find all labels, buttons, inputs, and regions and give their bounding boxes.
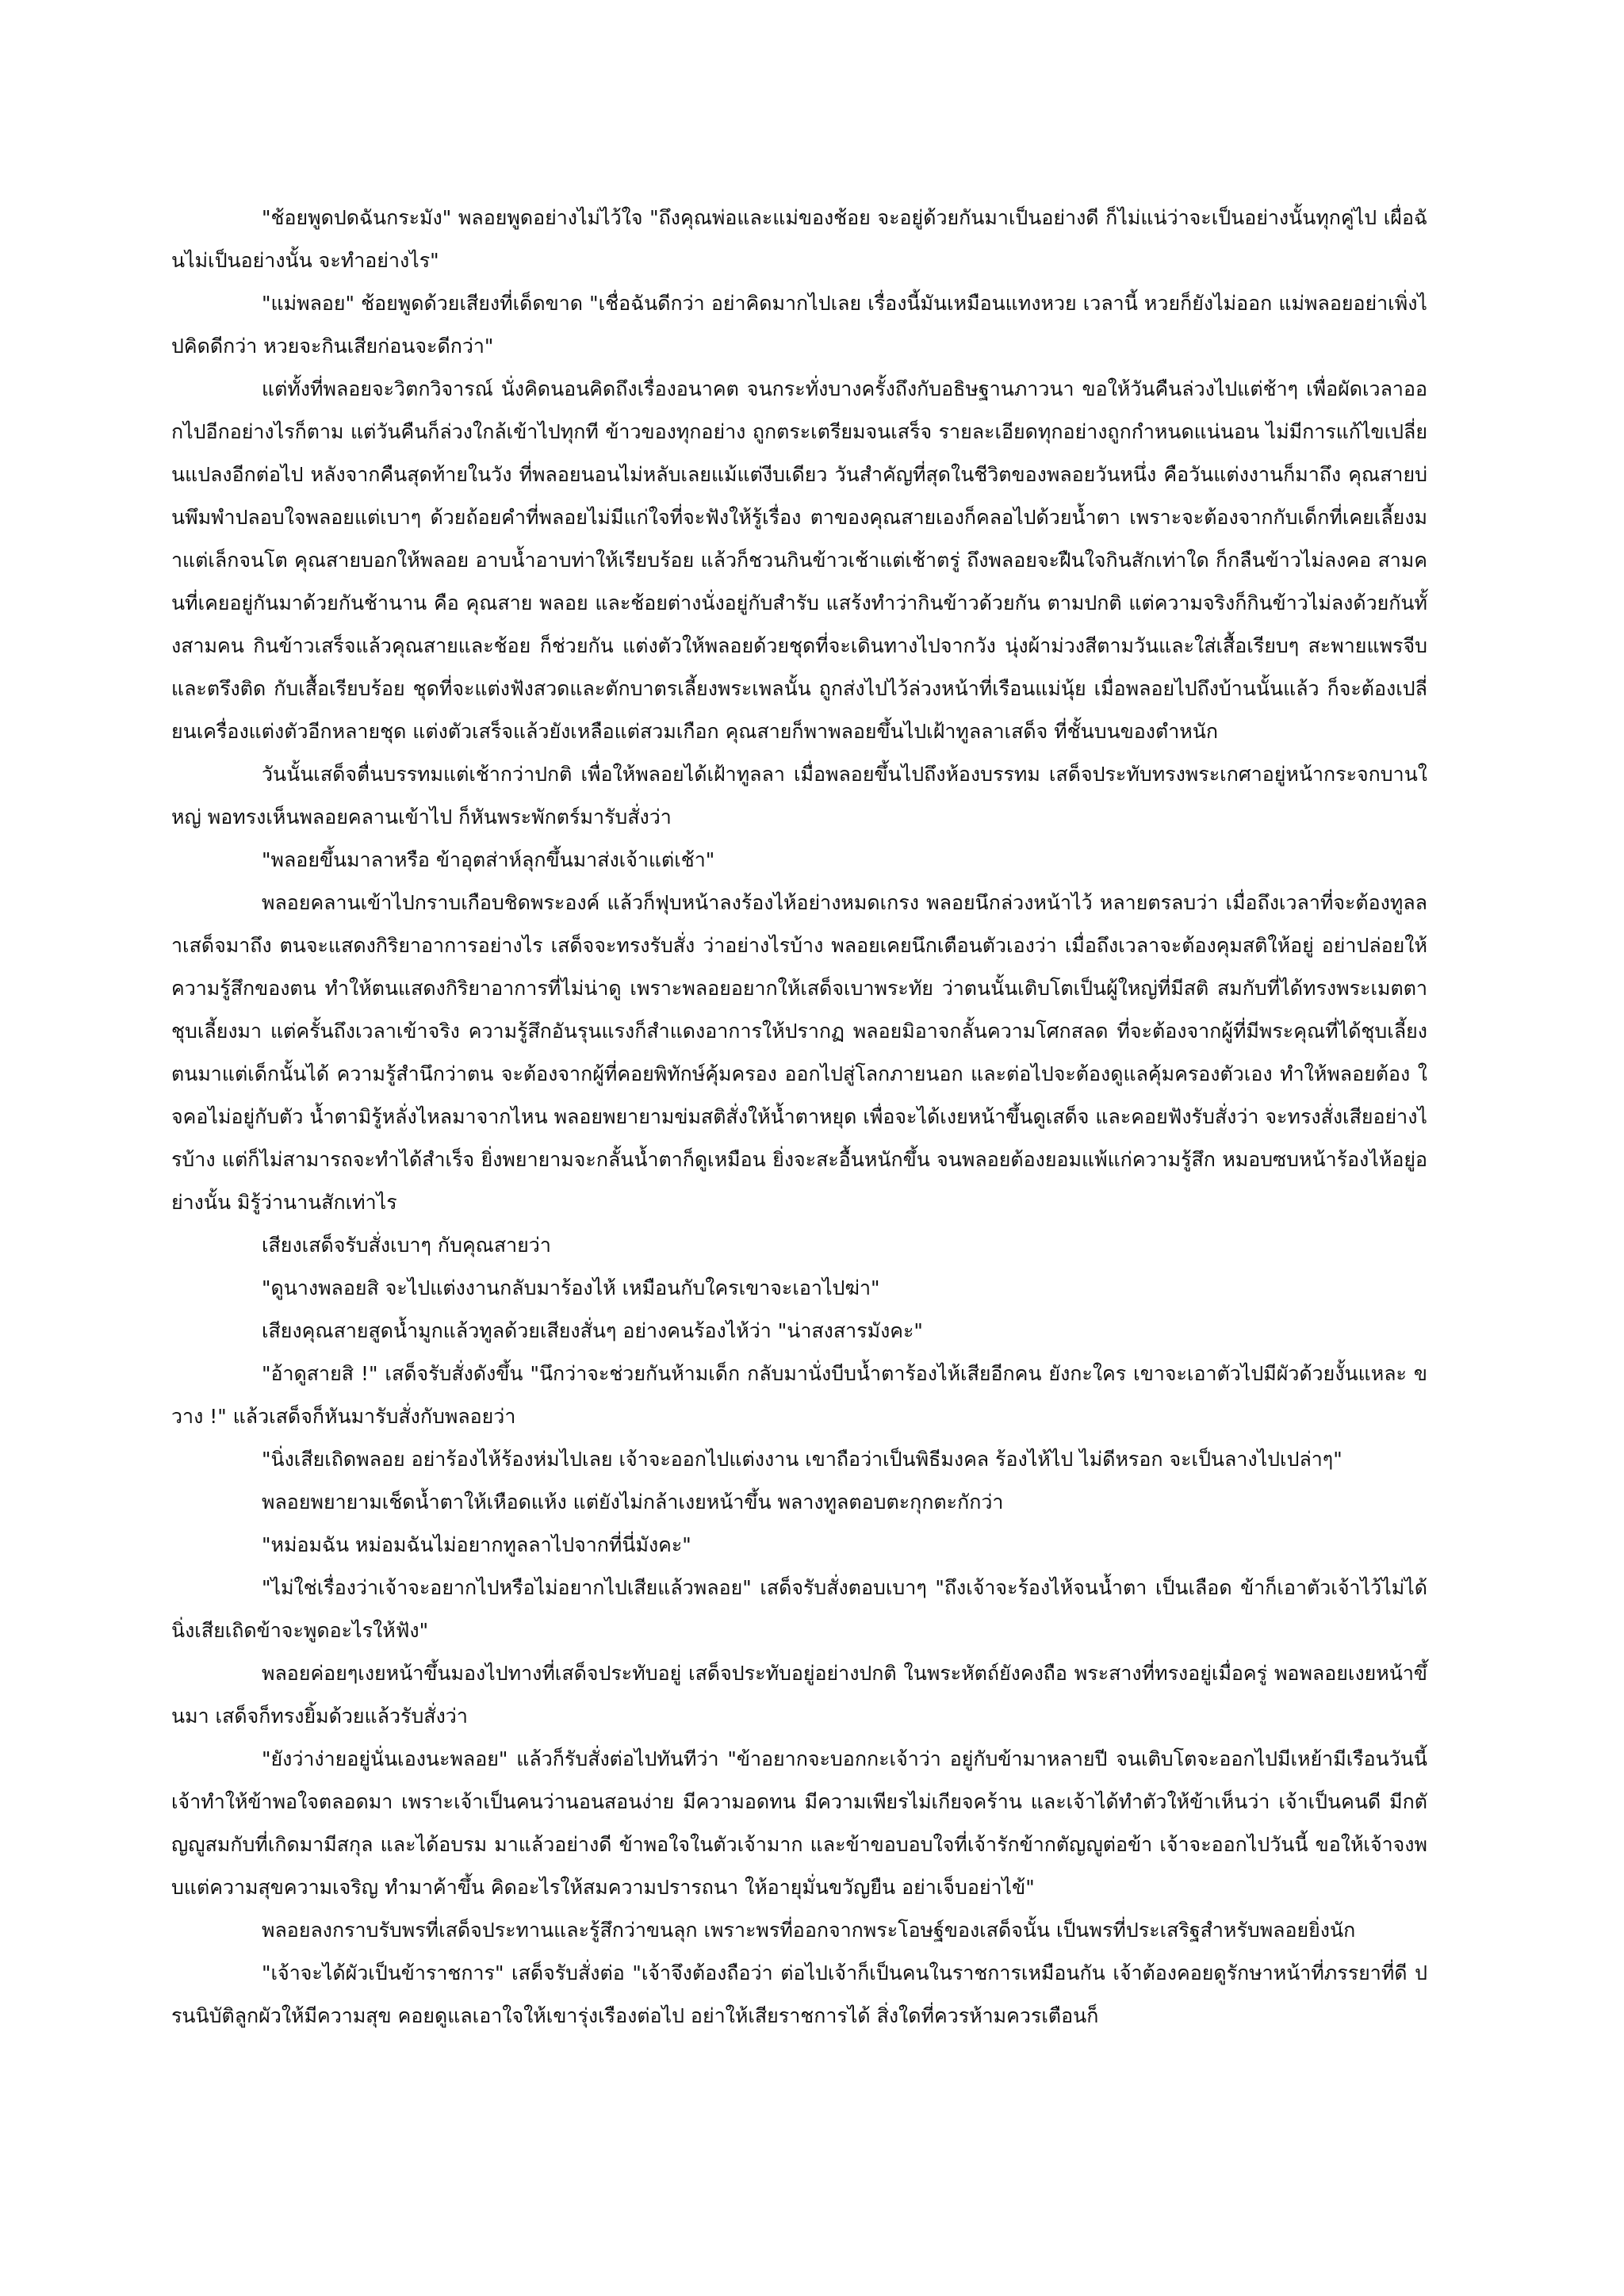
paragraph: "หม่อมฉัน หม่อมฉันไม่อยากทูลลาไปจากที่นี่มังคะ" [262, 1533, 691, 1556]
paragraph: "เจ้าจะได้ผัวเป็นข้าราชการ" เสด็จรับสั่งต่อ "เจ้าจึงต้องถือว่า ต่อไปเจ้าก็เป็นคนในราชการเหมือนกัน เจ้าต้องคอยดูรักษาหน้าที่ภรรยาที่ดี ปรนนิบัติลูกผัวให้มีความสุข คอยดูแลเอาใจให้เขารุ่งเรืองต่อไป อย่าให้เสียราชการได้ สิ่งใดที่ควรห้ามควรเตือนก็ [171, 1961, 1427, 2027]
paragraph: "ยังว่าง่ายอยู่นั่นเองนะพลอย" แล้วก็รับสั่งต่อไปทันทีว่า "ข้าอยากจะบอกกะเจ้าว่า อยู่กับข้ามาหลายปี จนเติบโตจะออกไปมีเหย้ามีเรือนวันนี้ เจ้าทำให้ข้าพอใจตลอดมา เพราะเจ้าเป็นคนว่านอนสอนง่าย มีความอดทน มีความเพียรไม่เกียจคร้าน และเจ้าได้ทำตัวให้ข้าเห็นว่า เจ้าเป็นคนดี มีกตัญญูสมกับที่เกิดมามีสกุล และได้อบรม มาแล้วอย่างดี ข้าพอใจในตัวเจ้ามาก และข้าขอบอบใจที่เจ้ารักข้ากตัญญูต่อข้า เจ้าจะออกไปวันนี้ ขอให้เจ้าจงพบแต่ความสุขความเจริญ ทำมาค้าขึ้น คิดอะไรให้สมความปรารถนา ให้อายุมั่นขวัญยืน อย่าเจ็บอย่าไข้" [171, 1747, 1427, 1899]
paragraph: พลอยพยายามเช็ดน้ำตาให้เหือดแห้ง แต่ยังไม่กล้าเงยหน้าขึ้น พลางทูลตอบตะกุกตะกักว่า [262, 1490, 1004, 1513]
paragraph: "แม่พลอย" ช้อยพูดด้วยเสียงที่เด็ดขาด "เชื่อฉันดีกว่า อย่าคิดมากไปเลย เรื่องนี้มันเหมือนแทงหวย เวลานี้ หวยก็ยังไม่ออก แม่พลอยอย่าเพิ่งไปคิดดีกว่า หวยจะกินเสียก่อนจะดีกว่า" [171, 292, 1427, 358]
paragraph: "ไม่ใช่เรื่องว่าเจ้าจะอยากไปหรือไม่อยากไปเสียแล้วพลอย" เสด็จรับสั่งตอบเบาๆ "ถึงเจ้าจะร้องไห้จนน้ำตา เป็นเลือด ข้าก็เอาตัวเจ้าไว้ไม่ได้ นิ่งเสียเถิดข้าจะพูดอะไรให้ฟัง" [171, 1576, 1427, 1642]
paragraph: "พลอยขึ้นมาลาหรือ ข้าอุตส่าห์ลุกขึ้นมาส่งเจ้าแต่เช้า" [262, 848, 715, 871]
paragraph: เสียงคุณสายสูดน้ำมูกแล้วทูลด้วยเสียงสั่นๆ อย่างคนร้องไห้ว่า "น่าสงสารมังคะ" [262, 1319, 923, 1342]
paragraph: พลอยค่อยๆเงยหน้าขึ้นมองไปทางที่เสด็จประทับอยู่ เสด็จประทับอยู่อย่างปกติ ในพระหัตถ์ยังคงถือ พระสางที่ทรงอยู่เมื่อครู่ พอพลอยเงยหน้าขึ้นมา เสด็จก็ทรงยิ้มด้วยแล้วรับสั่งว่า [171, 1662, 1427, 1728]
paragraph: "อ้าดูสายสิ !" เสด็จรับสั่งดังขึ้น "นึกว่าจะช่วยกันห้ามเด็ก กลับมานั่งบีบน้ำตาร้องไห้เสียอีกคน ยังกะใคร เขาจะเอาตัวไปมีผัวด้วยงั้นแหละ ขวาง !" แล้วเสด็จก็หันมารับสั่งกับพลอยว่า [171, 1362, 1427, 1428]
paragraph: "นิ่งเสียเถิดพลอย อย่าร้องไห้ร้องห่มไปเลย เจ้าจะออกไปแต่งงาน เขาถือว่าเป็นพิธีมงคล ร้องไห้ไป ไม่ดีหรอก จะเป็นลางไปเปล่าๆ" [262, 1448, 1342, 1471]
paragraph: พลอยลงกราบรับพรที่เสด็จประทานและรู้สึกว่าขนลุก เพราะพรที่ออกจากพระโอษฐ์ของเสด็จนั้น เป็นพรที่ประเสริฐสำหรับพลอยยิ่งนัก [262, 1919, 1356, 1942]
paragraph: วันนั้นเสด็จตื่นบรรทมแต่เช้ากว่าปกติ เพื่อให้พลอยได้เฝ้าทูลลา เมื่อพลอยขึ้นไปถึงห้องบรรทม เสด็จประทับทรงพระเกศาอยู่หน้ากระจกบานใหญ่ พอทรงเห็นพลอยคลานเข้าไป ก็หันพระพักตร์มารับสั่งว่า [171, 763, 1427, 828]
paragraph: "ดูนางพลอยสิ จะไปแต่งงานกลับมาร้องไห้ เหมือนกับใครเขาจะเอาไปฆ่า" [262, 1276, 880, 1299]
paragraph: พลอยคลานเข้าไปกราบเกือบชิดพระองค์ แล้วก็ฟุบหน้าลงร้องไห้อย่างหมดเกรง พลอยนึกล่วงหน้าไว้ หลายตรลบว่า เมื่อถึงเวลาที่จะต้องทูลลาเสด็จมาถึง ตนจะแสดงกิริยาอาการอย่างไร เสด็จจะทรงรับสั่ง ว่าอย่างไรบ้าง พลอยเคยนึกเตือนตัวเองว่า เมื่อถึงเวลาจะต้องคุมสติให้อยู่ อย่าปล่อยให้ความรู้สึกของตน ทำให้ตนแสดงกิริยาอาการที่ไม่น่าดู เพราะพลอยอยากให้เสด็จเบาพระทัย ว่าตนนั้นเติบโตเป็นผู้ใหญ่ที่มีสติ สมกับที่ได้ทรงพระเมตตาชุบเลี้ยงมา แต่ครั้นถึงเวลาเข้าจริง ความรู้สึกอันรุนแรงก็สำแดงอาการให้ปรากฏ พลอยมิอาจกลั้นความโศกสลด ที่จะต้องจากผู้ที่มีพระคุณที่ได้ชุบเลี้ยงตนมาแต่เด็กนั้นได้ ความรู้สำนึกว่าตน จะต้องจากผู้ที่คอยพิทักษ์คุ้มครอง ออกไปสู่โลกภายนอก และต่อไปจะต้องดูแลคุ้มครองตัวเอง ทำให้พลอยต้อง ใจคอไม่อยู่กับตัว น้ำตามิรู้หลั่งไหลมาจากไหน พลอยพยายามข่มสติสั่งให้น้ำตาหยุด เพื่อจะได้เงยหน้าขึ้นดูเสด็จ และคอยฟังรับสั่งว่า จะทรงสั่งเสียอย่างไรบ้าง แต่ก็ไม่สามารถจะทำได้สำเร็จ ยิ่งพยายามจะกลั้นน้ำตาก็ดูเหมือน ยิ่งจะสะอื้นหนักขึ้น จนพลอยต้องยอมแพ้แก่ความรู้สึก หมอบซบหน้าร้องไห้อยู่อย่างนั้น มิรู้ว่านานสักเท่าไร [171, 891, 1427, 1214]
paragraph: แต่ทั้งที่พลอยจะวิตกวิจารณ์ นั่งคิดนอนคิดถึงเรื่องอนาคต จนกระทั่งบางครั้งถึงกับอธิษฐานภาวนา ขอให้วันคืนล่วงไปแต่ช้าๆ เพื่อผัดเวลาออกไปอีกอย่างไรก็ตาม แต่วันคืนก็ล่วงใกล้เข้าไปทุกที ข้าวของทุกอย่าง ถูกตระเตรียมจนเสร็จ รายละเอียดทุกอย่างถูกกำหนดแน่นอน ไม่มีการแก้ไขเปลี่ยนแปลงอีกต่อไป หลังจากคืนสุดท้ายในวัง ที่พลอยนอนไม่หลับเลยแม้แต่งีบเดียว วันสำคัญที่สุดในชีวิตของพลอยวันหนึ่ง คือวันแต่งงานก็มาถึง คุณสายบ่นพึมพำปลอบใจพลอยแต่เบาๆ ด้วยถ้อยคำที่พลอยไม่มีแก่ใจที่จะฟังให้รู้เรื่อง ตาของคุณสายเองก็คลอไปด้วยน้ำตา เพราะจะต้องจากกับเด็กที่เคยเลี้ยงมาแต่เล็กจนโต คุณสายบอกให้พลอย อาบน้ำอาบท่าให้เรียบร้อย แล้วก็ชวนกินข้าวเช้าแต่เช้าตรู่ ถึงพลอยจะฝืนใจกินสักเท่าใด ก็กลืนข้าวไม่ลงคอ สามคนที่เคยอยู่กันมาด้วยกันช้านาน คือ คุณสาย พลอย และช้อยต่างนั่งอยู่กับสำรับ แสร้งทำว่ากินข้าวด้วยกัน ตามปกติ แต่ความจริงก็กินข้าวไม่ลงด้วยกันทั้งสามคน กินข้าวเสร็จแล้วคุณสายและช้อย ก็ช่วยกัน แต่งตัวให้พลอยด้วยชุดที่จะเดินทางไปจากวัง นุ่งผ้าม่วงสีตามวันและใส่เสื้อเรียบๆ สะพายแพรจีบ และตรึงติด กับเสื้อเรียบร้อย ชุดที่จะแต่งฟังสวดและตักบาตรเลี้ยงพระเพลนั้น ถูกส่งไปไว้ล่วงหน้าที่เรือนแม่นุ้ย เมื่อพลอยไปถึงบ้านนั้นแล้ว ก็จะต้องเปลี่ยนเครื่องแต่งตัวอีกหลายชุด แต่งตัวเสร็จแล้วยังเหลือแต่สวมเกือก คุณสายก็พาพลอยขึ้นไปเฝ้าทูลลาเสด็จ ที่ชั้นบนของตำหนัก [171, 377, 1427, 743]
paragraph: "ช้อยพูดปดฉันกระมัง" พลอยพูดอย่างไม่ไว้ใจ "ถึงคุณพ่อและแม่ของช้อย จะอยู่ด้วยกันมาเป็นอย่างดี ก็ไม่แน่ว่าจะเป็นอย่างนั้นทุกคู่ไป เผื่อฉันไม่เป็นอย่างนั้น จะทำอย่างไร" [171, 206, 1427, 272]
document-body [171, 197, 1427, 2038]
paragraph: เสียงเสด็จรับสั่งเบาๆ กับคุณสายว่า [262, 1234, 551, 1257]
